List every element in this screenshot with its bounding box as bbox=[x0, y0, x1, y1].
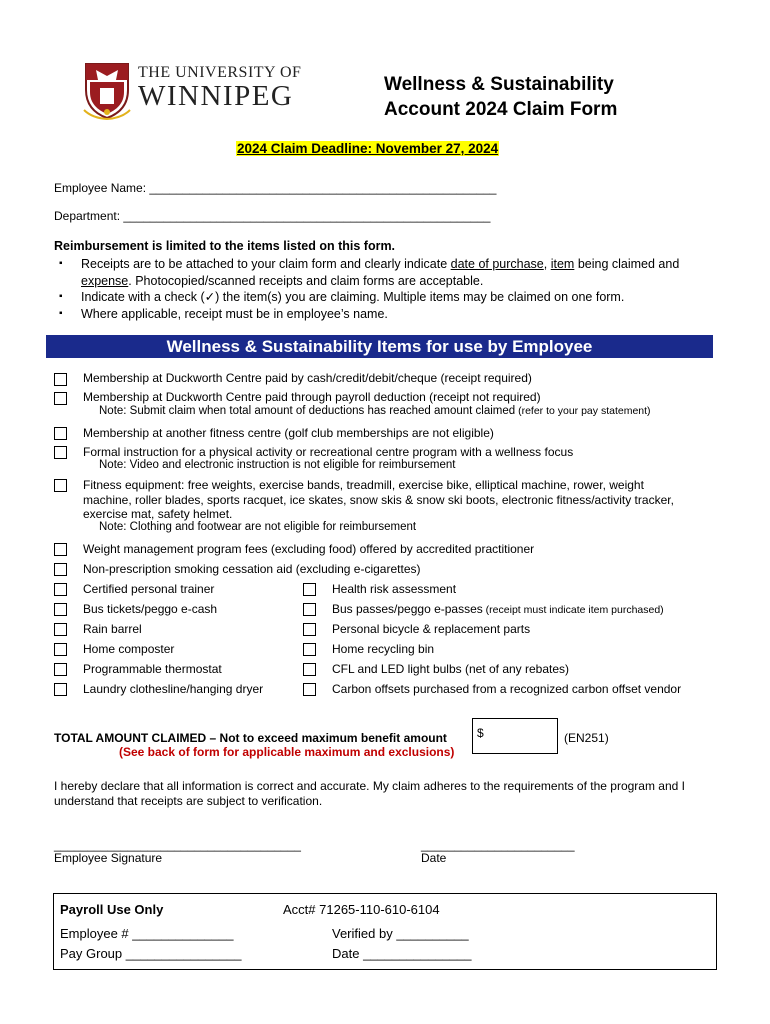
item-bus-passes bbox=[332, 602, 664, 616]
checkbox-duckworth-payroll[interactable] bbox=[54, 392, 67, 405]
university-crest-icon bbox=[82, 60, 132, 120]
form-title bbox=[384, 72, 617, 122]
item-rain-barrel: Rain barrel bbox=[83, 622, 142, 636]
item-fitness-equipment-line3: exercise mat, safety helmet. bbox=[83, 507, 233, 521]
currency-symbol: $ bbox=[477, 726, 484, 740]
payroll-verified-by[interactable]: Verified by __________ bbox=[332, 926, 469, 941]
item-health-risk: Health risk assessment bbox=[332, 582, 457, 596]
checkbox-health-risk[interactable] bbox=[303, 583, 316, 596]
checkbox-carbon-offsets[interactable] bbox=[303, 683, 316, 696]
employee-name-field[interactable]: Employee Name: ____________________________________________________ bbox=[54, 181, 497, 195]
item-personal-trainer: Certified personal trainer bbox=[83, 582, 215, 596]
bullet-name: ▪ Where applicable, receipt must be in employee’s name. bbox=[54, 306, 714, 323]
checkbox-rain-barrel[interactable] bbox=[54, 623, 67, 636]
item-carbon-offsets: Carbon offsets purchased from a recognized carbon offset vendor bbox=[332, 682, 682, 696]
checkbox-bicycle[interactable] bbox=[303, 623, 316, 636]
item-home-composter: Home composter bbox=[83, 642, 175, 656]
form-title-line1: Wellness & Sustainability bbox=[384, 74, 614, 95]
payroll-date[interactable]: Date _______________ bbox=[332, 946, 472, 961]
bullet-text: . Photocopied/scanned receipts and claim forms are acceptable. bbox=[128, 273, 484, 288]
payroll-heading: Payroll Use Only bbox=[60, 902, 164, 917]
bullet-underline-item: item bbox=[550, 257, 575, 271]
reimbursement-bullets bbox=[54, 256, 714, 322]
checkbox-duckworth-cash[interactable] bbox=[54, 373, 67, 386]
item-formal-instruction: Formal instruction for a physical activity or recreational centre program with a wellness focus bbox=[83, 445, 574, 459]
bullet-underline-date: date of purchase bbox=[450, 257, 544, 271]
item-bicycle: Personal bicycle & replacement parts bbox=[332, 622, 531, 636]
total-amount-input[interactable] bbox=[472, 718, 558, 754]
item-light-bulbs: CFL and LED light bulbs (net of any rebates) bbox=[332, 662, 570, 676]
department-field[interactable]: Department: _______________________________________________________ bbox=[54, 209, 491, 223]
bullet-text: being claimed and bbox=[574, 257, 680, 271]
logo-text-line2: WINNIPEG bbox=[138, 80, 294, 112]
logo-text-line1: THE UNIVERSITY OF bbox=[138, 64, 302, 81]
item-fitness-equipment-line2: machine, roller blades, sports racquet, ice skates, snow skis & snow ski boots, electronic fitness/activity tracker, bbox=[83, 493, 674, 507]
item-duckworth-payroll: Membership at Duckworth Centre paid through payroll deduction (receipt not required) bbox=[83, 390, 541, 404]
section-banner: Wellness & Sustainability Items for use by Employee bbox=[46, 335, 713, 358]
reimbursement-heading: Reimbursement is limited to the items listed on this form. bbox=[54, 239, 396, 253]
note-fitness-equipment: Note: Clothing and footwear are not eligible for reimbursement bbox=[99, 521, 417, 533]
checkbox-thermostat[interactable] bbox=[54, 663, 67, 676]
date-label: Date bbox=[421, 851, 447, 865]
item-smoking-cessation: Non-prescription smoking cessation aid (excluding e-cigarettes) bbox=[83, 562, 421, 576]
checkbox-formal-instruction[interactable] bbox=[54, 446, 67, 459]
form-title-line2: Account 2024 Claim Form bbox=[384, 99, 618, 120]
note-duckworth bbox=[99, 405, 651, 417]
item-bus-passes-note: (receipt must indicate item purchased) bbox=[482, 604, 664, 616]
item-duckworth-cash: Membership at Duckworth Centre paid by cash/credit/debit/cheque (receipt required) bbox=[83, 371, 532, 385]
checkbox-fitness-equipment[interactable] bbox=[54, 479, 67, 492]
claim-deadline: 2024 Claim Deadline: November 27, 2024 bbox=[237, 141, 499, 156]
declaration-text: I hereby declare that all information is correct and accurate. My claim adheres to the requirements of the program and I understand that receipts are subject to verification. bbox=[54, 779, 685, 808]
checkbox-clothesline[interactable] bbox=[54, 683, 67, 696]
bullet-text: , bbox=[543, 257, 551, 271]
checkbox-home-composter[interactable] bbox=[54, 643, 67, 656]
note-small-text: (refer to your pay statement) bbox=[515, 405, 651, 417]
total-amount-subnote: (See back of form for applicable maximum and exclusions) bbox=[119, 745, 455, 759]
account-code: (EN251) bbox=[564, 731, 609, 745]
signature-line[interactable]: _____________________________________ bbox=[54, 838, 301, 852]
payroll-account-number: Acct# 71265-110-610-6104 bbox=[283, 902, 440, 917]
payroll-employee-number[interactable]: Employee # ______________ bbox=[60, 926, 234, 941]
note-formal-instruction: Note: Video and electronic instruction is not eligible for reimbursement bbox=[99, 459, 456, 471]
checkbox-bus-passes[interactable] bbox=[303, 603, 316, 616]
checkbox-recycling-bin[interactable] bbox=[303, 643, 316, 656]
checkbox-weight-management[interactable] bbox=[54, 543, 67, 556]
date-line[interactable]: _______________________ bbox=[421, 838, 575, 852]
payroll-pay-group[interactable]: Pay Group ________________ bbox=[60, 946, 242, 961]
bullet-underline-expense: expense bbox=[81, 273, 129, 288]
payroll-use-box bbox=[53, 893, 717, 970]
item-bus-tickets: Bus tickets/peggo e-cash bbox=[83, 602, 218, 616]
item-clothesline: Laundry clothesline/hanging dryer bbox=[83, 682, 264, 696]
item-other-fitness: Membership at another fitness centre (golf club memberships are not eligible) bbox=[83, 426, 494, 440]
total-amount-label: TOTAL AMOUNT CLAIMED – Not to exceed maximum benefit amount bbox=[54, 731, 447, 745]
item-fitness-equipment-line1: Fitness equipment: free weights, exercise bands, treadmill, exercise bike, elliptical machine, rower, weight bbox=[83, 478, 644, 492]
signature-label: Employee Signature bbox=[54, 851, 163, 865]
item-recycling-bin: Home recycling bin bbox=[332, 642, 435, 656]
bullet-text: Receipts are to be attached to your claim form and clearly indicate bbox=[81, 257, 451, 271]
item-thermostat: Programmable thermostat bbox=[83, 662, 222, 676]
checkbox-bus-tickets[interactable] bbox=[54, 603, 67, 616]
checkbox-light-bulbs[interactable] bbox=[303, 663, 316, 676]
bullet-check: ▪ Indicate with a check (✓) the item(s) you are claiming. Multiple items may be claimed on one form. bbox=[54, 289, 714, 306]
bullet-receipts bbox=[54, 256, 714, 289]
checkbox-personal-trainer[interactable] bbox=[54, 583, 67, 596]
item-bus-passes-label: Bus passes/peggo e-passes bbox=[332, 602, 483, 616]
checkbox-smoking-cessation[interactable] bbox=[54, 563, 67, 576]
note-text: Note: Submit claim when total amount of deductions has reached amount claimed bbox=[99, 405, 516, 417]
item-weight-management: Weight management program fees (excluding food) offered by accredited practitioner bbox=[83, 542, 535, 556]
checkbox-other-fitness[interactable] bbox=[54, 427, 67, 440]
